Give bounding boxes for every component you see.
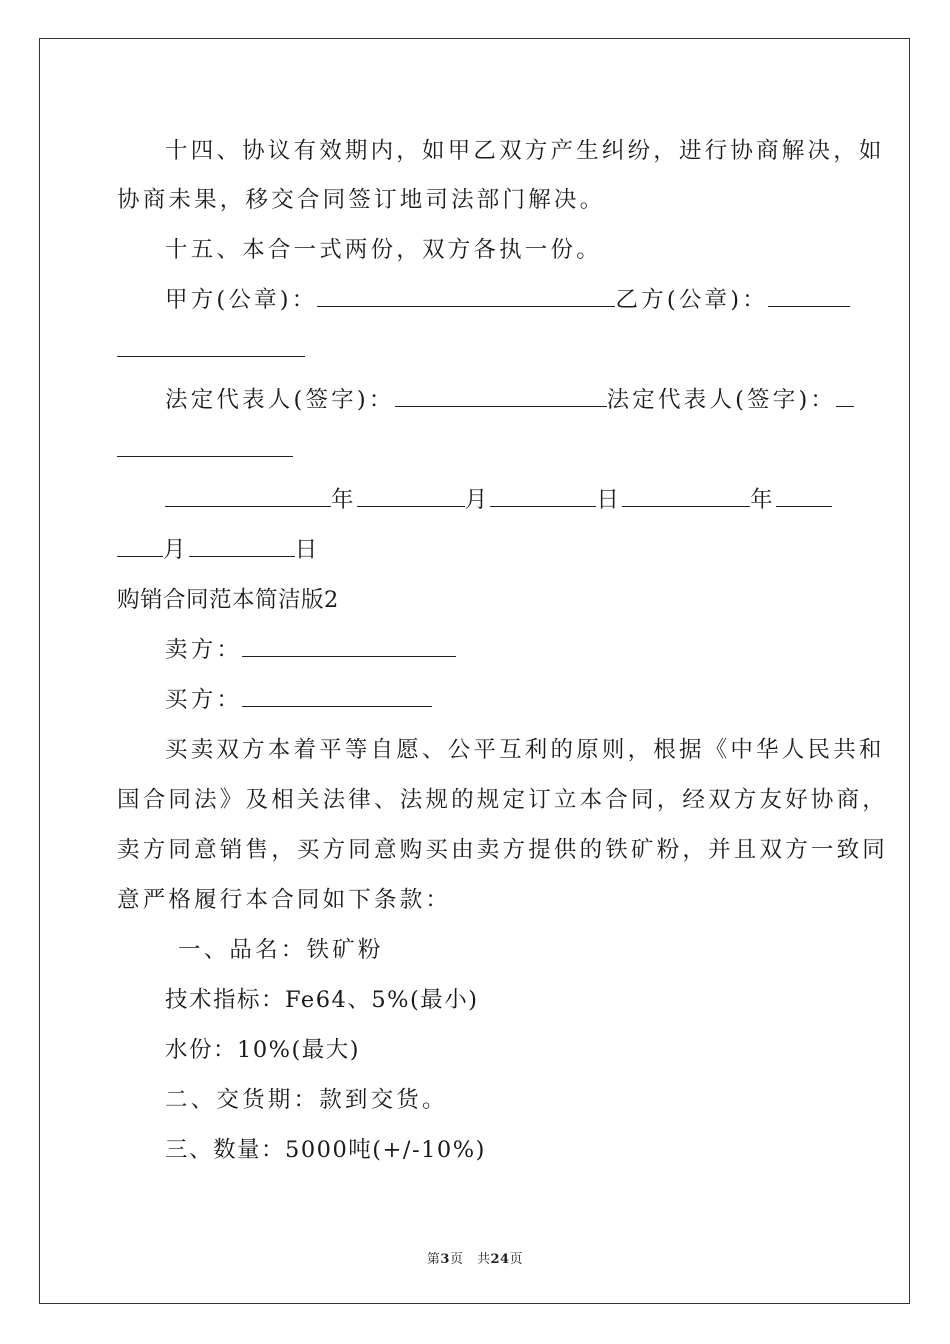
preamble-line4: 意严格履行本合同如下条款： [117, 887, 452, 913]
party-signature-row [165, 286, 850, 314]
page-footer [0, 1248, 950, 1267]
month-a-blank[interactable] [357, 486, 465, 507]
day-a-label: 日 [596, 487, 623, 513]
page-total: 24 [490, 1252, 510, 1267]
party-b-label: 乙方(公章)： [615, 287, 768, 313]
buyer-row [165, 686, 432, 714]
year-b-label: 年 [750, 487, 776, 513]
page-number: 3 [440, 1252, 450, 1267]
year-b-blank[interactable] [622, 486, 750, 507]
rep-b-blank-continued [117, 436, 293, 464]
seller-blank[interactable] [242, 636, 456, 657]
month-a-label: 月 [464, 487, 491, 513]
seller-label: 卖方： [165, 637, 243, 663]
party-a-blank[interactable] [317, 286, 615, 307]
page-suffix: 页 [509, 1252, 524, 1267]
item-2-delivery: 二、交货期：款到交货。 [165, 1087, 448, 1113]
section-title: 购销合同范本简洁版2 [117, 587, 339, 613]
rep-a-label: 法定代表人(签字)： [165, 387, 395, 413]
preamble-line2: 国合同法》及相关法律、法规的规定订立本合同，经双方友好协商， [117, 787, 889, 813]
party-b-blank-continued [117, 336, 305, 364]
seller-row [165, 636, 456, 664]
day-b-label: 日 [294, 537, 321, 563]
item-3-quantity: 三、数量：5000吨(+/-10%) [165, 1137, 486, 1163]
clause-14-line1: 十四、协议有效期内，如甲乙双方产生纠纷，进行协商解决，如 [165, 138, 885, 164]
rep-b-blank-2[interactable] [117, 436, 293, 457]
party-a-label: 甲方(公章)： [165, 287, 318, 313]
page-border [39, 38, 910, 1304]
day-a-blank[interactable] [490, 486, 596, 507]
buyer-blank[interactable] [242, 686, 432, 707]
representative-row [165, 386, 854, 414]
rep-b-label: 法定代表人(签字)： [606, 387, 837, 413]
month-b-label: 月 [163, 537, 189, 563]
month-b-blank-start[interactable] [776, 486, 832, 507]
party-b-blank-2[interactable] [117, 336, 305, 357]
rep-b-blank[interactable] [836, 386, 854, 407]
clause-14-line2: 协商未果，移交合同签订地司法部门解决。 [117, 187, 606, 213]
month-b-blank[interactable] [117, 536, 163, 557]
day-b-blank[interactable] [189, 536, 295, 557]
page-prefix: 第 [426, 1252, 441, 1267]
tech-spec: 技术指标：Fe64、5%(最小) [165, 987, 479, 1013]
clause-15: 十五、本合一式两份，双方各执一份。 [165, 237, 602, 263]
water-content: 水份：10%(最大) [165, 1037, 361, 1063]
date-row-continued [117, 536, 320, 564]
item-1-product: 一、品名：铁矿粉 [178, 937, 384, 963]
preamble-line1: 买卖双方本着平等自愿、公平互利的原则，根据《中华人民共和 [165, 737, 885, 763]
page-mid: 页 共 [449, 1252, 491, 1267]
rep-a-blank[interactable] [395, 386, 607, 407]
buyer-label: 买方： [165, 687, 243, 713]
party-b-blank[interactable] [768, 286, 850, 307]
year-a-blank[interactable] [165, 486, 331, 507]
preamble-line3: 卖方同意销售，买方同意购买由卖方提供的铁矿粉，并且双方一致同 [117, 837, 889, 863]
date-row [165, 486, 832, 514]
year-a-label: 年 [331, 487, 357, 513]
